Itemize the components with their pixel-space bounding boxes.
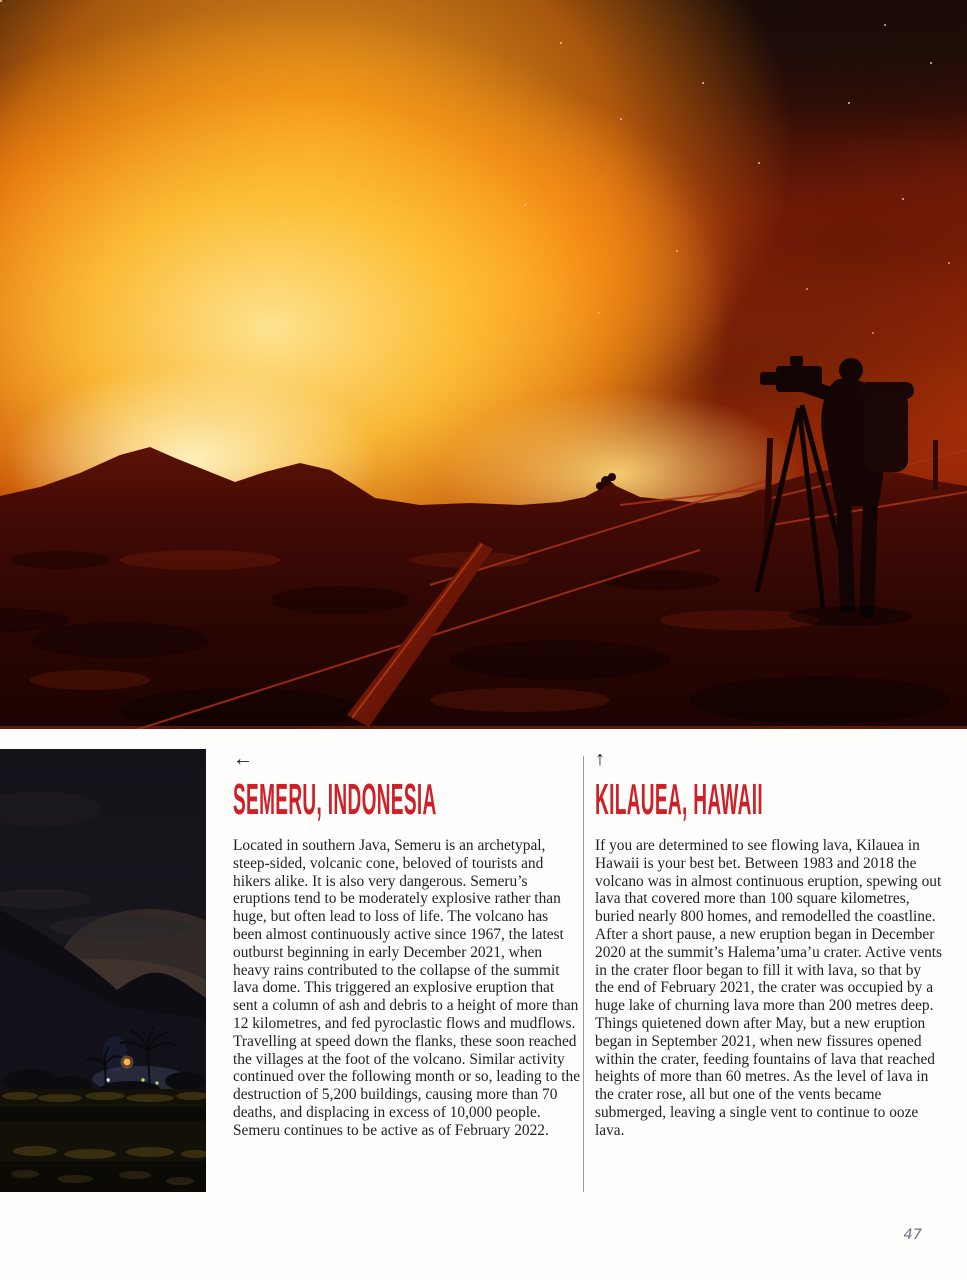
article-title-kilauea: KILAUEA, HAWAII [595,775,764,824]
arrow-up-icon: ↑ [595,748,605,770]
thumbnail-photo [0,749,206,1192]
column-divider [583,756,584,1192]
article-semeru [233,749,581,1140]
article-body-kilauea: If you are determined to see flowing lava, Kilauea in Hawaii is your best bet. Between 1983 and 2018 the volcano was in almost continuous eruption, spewing out lava that covered more than 100 square kilometres, buried nearly 800 homes, and remodelled the coastline. After a short pause, a new eruption began in December 2020 at the summit’s Halema’uma’u crater. Active vents in the crater floor began to fill it with lava, so that by the end of February 2021, the crater was occupied by a huge lake of churning lava more than 200 metres deep. Things quietened down after May, but a new eruption began in September 2021, when new fissures opened within the crater, feeding fountains of lava that reached heights of more than 60 metres. As the level of lava in the crater rose, all but one of the vents became submerged, leaving a single vent to continue to ooze lava. [595,837,943,1139]
article-kilauea [595,749,943,1140]
arrow-left-icon: ← [233,748,253,770]
fence-post-far [933,440,938,490]
photo-bottom-edge [0,726,967,729]
article-title-semeru: SEMERU, INDONESIA [233,775,437,824]
page-number: 47 [903,1227,922,1243]
article-body-semeru: Located in southern Java, Semeru is an archetypal, steep-sided, volcanic cone, beloved of tourists and hikers alike. It is also very dangerous. Semeru’s eruptions tend to be moderately explosive rather than huge, but often lead to loss of life. The volcano has been almost continuously active since 1967, the latest outburst beginning in early December 2021, when heavy rains contributed to the collapse of the summit lava dome. This triggered an explosive eruption that sent a column of ash and debris to a height of more than 12 kilometres, and fed pyroclastic flows and mudflows. Travelling at speed down the flanks, these soon reached the villages at the foot of the volcano. Similar activity continued over the following month or so, leading to the destruction of 5,200 buildings, causing more than 70 deaths, and displacing in excess of 10,000 people. Semeru continues to be active as of February 2022. [233,837,581,1139]
